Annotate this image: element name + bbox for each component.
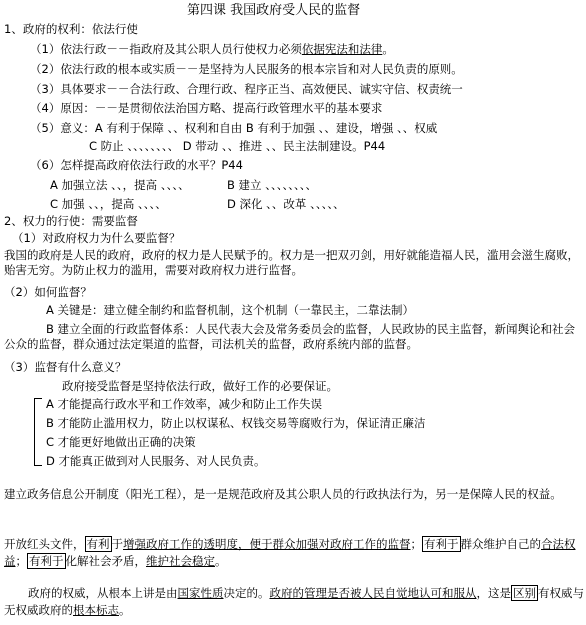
s1-option-b: B 建立 、、、、、、、、 xyxy=(227,178,317,192)
rh-t6: 化解社会矛盾， xyxy=(65,554,146,568)
page-title: 第四课 我国政府受人民的监督 xyxy=(187,3,361,18)
s1-item-5a: （5）意义：A 有利于保障 、、权利和自由 B 有利于加强 、、建设，增强 、、权威 xyxy=(30,121,438,135)
question-1-body: 我国的政府是人民的政府，政府的权力是人民赋予的。权力是一把双刃剑，用好就能造福人民，滥用会滋生腐败，贻害无穷。为防止权力的滥用，需要对政府权力进行监督。 xyxy=(4,248,579,277)
red-head-documents xyxy=(4,536,584,570)
s1-item-1 xyxy=(30,42,394,57)
question-2-b: B 建立全面的行政监督体系：人民代表大会及常务委员会的监督，人民政协的民主监督，新闻舆论和社会公众的监督，群众通过法定渠道的监督，司法机关的监督，政府系统内部的监督。 xyxy=(4,322,576,351)
s1-item-4: （4）原因：－－是贯彻依法治国方略、提高行政管理水平的基本要求 xyxy=(30,101,383,115)
rh-u1: 增强政府工作的透明度，便于群众加强对政府工作的监督 xyxy=(123,537,411,551)
au-t3: ，这是 xyxy=(476,586,511,600)
rh-t5: ； xyxy=(15,554,27,568)
rh-t7: 。 xyxy=(215,554,227,568)
section-1-heading: 1、政府的权利：依法行使 xyxy=(4,22,138,36)
rh-u3: 维护社会稳定 xyxy=(146,554,215,568)
question-3-intro: 政府接受监督是坚持依法行政，做好工作的必要保证。 xyxy=(62,379,338,393)
rh-box-3: 有利于 xyxy=(29,554,64,568)
question-3: （3）监督有什么意义？ xyxy=(4,360,127,374)
s1-item-1-pre: （1）依法行政－－指政府及其公职人员行使权力必须 xyxy=(30,42,302,56)
question-2-a: A 关键是：建立健全制约和监督机制，这个机制（一靠民主，二靠法制） xyxy=(46,303,415,317)
s1-item-3: （3）具体要求－－合法行政、合理行政、程序正当、高效便民、诚实守信、权责统一 xyxy=(30,82,463,96)
au-t2: 决定的。 xyxy=(223,586,270,600)
rh-t3: ； xyxy=(410,537,422,551)
question-3-item-a: A 才能提高行政水平和工作效率，减少和防止工作失误 xyxy=(46,397,323,411)
au-u2: 政府的管理是否被人民自觉地认可和服从 xyxy=(269,586,477,600)
s1-option-a: A 加强立法 、、，提高 、、、、 xyxy=(50,178,190,192)
section-2-heading: 2、权力的行使：需要监督 xyxy=(4,214,138,228)
s1-item-1-underlined: 依据宪法和法律 xyxy=(301,42,383,56)
au-t1: 政府的权威，从根本上讲是由 xyxy=(28,586,178,600)
s1-item-5b: C 防止 、、、、、、、、 D 带动 、、推进 、、民主法制建设。P44 xyxy=(89,139,386,153)
au-box-1: 区别 xyxy=(513,586,536,600)
rh-t2: 于 xyxy=(111,537,123,551)
rh-t1: 开放红头文件， xyxy=(4,537,85,551)
question-2: （2）如何监督？ xyxy=(4,285,92,299)
rh-u2: 合法权益 xyxy=(4,537,576,568)
rh-box-1: 有利 xyxy=(86,537,110,551)
au-u1: 国家性质 xyxy=(177,586,224,600)
question-3-item-b: B 才能防止滥用权力，防止以权谋私、权钱交易等腐败行为，保证清正廉洁 xyxy=(46,416,426,430)
au-t4: 有权威与无权威政府的 xyxy=(4,586,584,617)
au-u3: 根本标志 xyxy=(73,603,119,617)
bracket xyxy=(34,398,42,466)
au-t5: 。 xyxy=(119,603,131,617)
rh-box-2: 有利于 xyxy=(424,537,459,551)
s1-option-d: D 深化 、、改革 、、、、、 xyxy=(227,197,345,211)
s1-option-c: C 加强 、、，提高 、、、、 xyxy=(50,197,167,211)
s1-item-1-post: 。 xyxy=(382,42,394,56)
question-1: （1）对政府权力为什么要监督？ xyxy=(12,231,181,245)
question-3-item-c: C 才能更好地做出正确的决策 xyxy=(46,435,196,449)
sunshine-project: 建立政务信息公开制度（阳光工程），是一是规范政府及其公职人员的行政执法行为，另一是保障人民的权益。 xyxy=(4,487,562,501)
s1-item-2: （2）依法行政的根本或实质－－是坚持为人民服务的根本宗旨和对人民负责的原则。 xyxy=(30,62,463,76)
rh-t4: 群众维护自己的 xyxy=(460,537,541,551)
government-authority xyxy=(4,585,584,619)
s1-item-6: （6）怎样提高政府依法行政的水平？P44 xyxy=(30,158,243,172)
question-3-item-d: D 才能真正做到对人民服务、对人民负责。 xyxy=(46,454,266,468)
